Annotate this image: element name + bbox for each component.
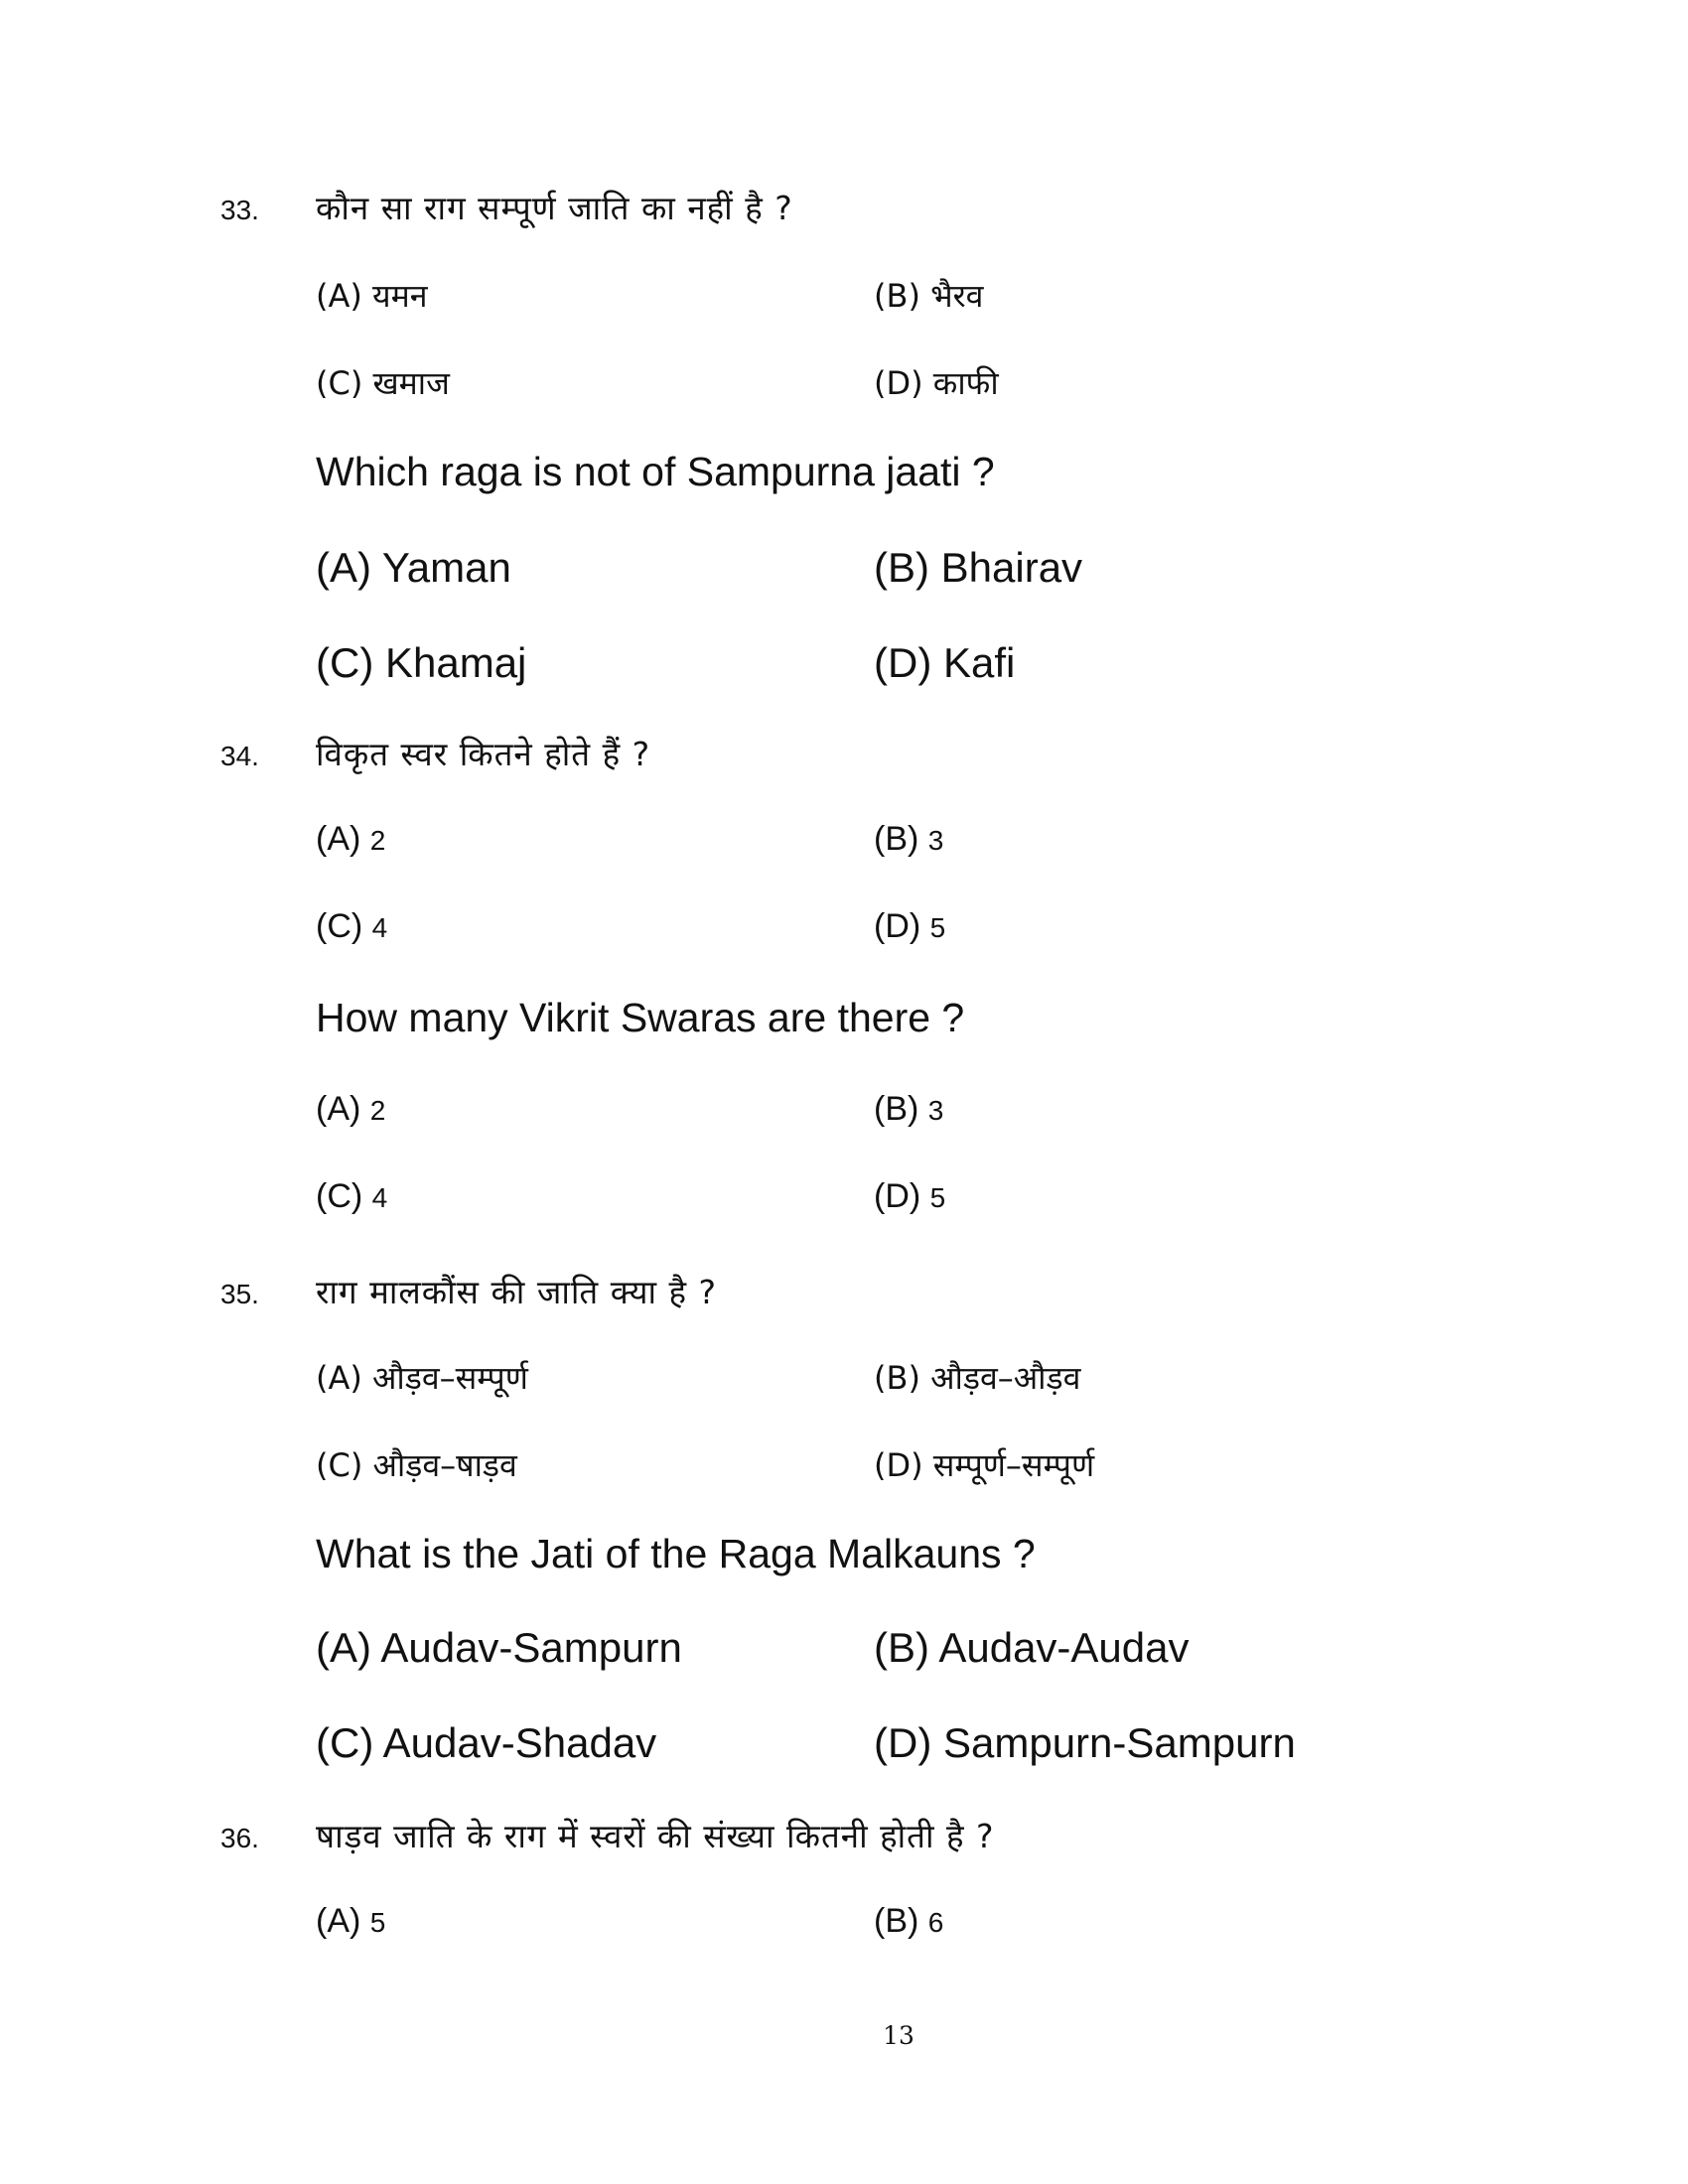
question-number: 35. bbox=[220, 1279, 259, 1309]
option-c-english: (C) Audav-Shadav bbox=[316, 1719, 657, 1766]
question-number: 33. bbox=[220, 195, 259, 225]
option-d-english: (D) Sampurn-Sampurn bbox=[874, 1719, 1296, 1766]
option-a-hindi bbox=[316, 820, 385, 859]
question-text-hindi: राग मालकौंस की जाति क्या है ? bbox=[316, 1273, 718, 1311]
option-letter: (D) bbox=[874, 1177, 921, 1215]
option-d-english bbox=[874, 1177, 945, 1216]
option-b-hindi bbox=[874, 1902, 943, 1941]
option-c-hindi: (C) खमाज bbox=[316, 364, 450, 402]
option-letter: (B) bbox=[874, 1090, 919, 1128]
option-d-hindi: (D) सम्पूर्ण–सम्पूर्ण bbox=[874, 1446, 1095, 1484]
option-a-hindi: (A) औड़व–सम्पूर्ण bbox=[316, 1359, 528, 1397]
option-letter: (B) bbox=[874, 820, 919, 858]
option-b-english: (B) Bhairav bbox=[874, 544, 1083, 591]
option-c-english bbox=[316, 1177, 387, 1216]
option-letter: (C) bbox=[316, 907, 363, 945]
option-value: 5 bbox=[929, 912, 946, 943]
option-b-hindi: (B) औड़व–औड़व bbox=[874, 1359, 1081, 1397]
question-text-english: Which raga is not of Sampurna jaati ? bbox=[316, 449, 995, 494]
option-letter: (A) bbox=[316, 820, 361, 858]
option-b-english: (B) Audav-Audav bbox=[874, 1624, 1190, 1671]
option-value: 4 bbox=[371, 912, 388, 943]
question-text-english: What is the Jati of the Raga Malkauns ? bbox=[316, 1531, 1036, 1576]
option-letter: (C) bbox=[316, 1177, 363, 1215]
option-letter: (B) bbox=[874, 1902, 919, 1940]
option-value: 5 bbox=[369, 1907, 386, 1938]
question-text-hindi: षाड़व जाति के राग में स्वरों की संख्या कितनी होती है ? bbox=[316, 1817, 995, 1855]
question-text-hindi: विकृत स्वर कितने होते हैं ? bbox=[316, 735, 651, 773]
option-a-english: (A) Audav-Sampurn bbox=[316, 1624, 682, 1671]
option-value: 4 bbox=[371, 1182, 388, 1213]
option-d-english: (D) Kafi bbox=[874, 639, 1016, 686]
option-letter: (A) bbox=[316, 1090, 361, 1128]
option-value: 6 bbox=[927, 1907, 944, 1938]
option-letter: (A) bbox=[316, 1902, 361, 1940]
question-number: 36. bbox=[220, 1823, 259, 1853]
question-text-hindi: कौन सा राग सम्पूर्ण जाति का नहीं है ? bbox=[316, 189, 793, 227]
option-a-hindi: (A) यमन bbox=[316, 277, 428, 315]
option-c-hindi bbox=[316, 907, 387, 946]
option-a-hindi bbox=[316, 1902, 385, 1941]
option-b-english bbox=[874, 1090, 943, 1129]
option-value: 2 bbox=[369, 1095, 386, 1126]
page-number: 13 bbox=[883, 2021, 914, 2050]
option-b-hindi bbox=[874, 820, 943, 859]
option-value: 2 bbox=[369, 825, 386, 856]
question-text-english: How many Vikrit Swaras are there ? bbox=[316, 995, 965, 1040]
option-c-hindi: (C) औड़व–षाड़व bbox=[316, 1446, 517, 1484]
option-a-english bbox=[316, 1090, 385, 1129]
option-a-english: (A) Yaman bbox=[316, 544, 511, 591]
question-number: 34. bbox=[220, 741, 259, 771]
option-d-hindi: (D) काफी bbox=[874, 364, 999, 402]
option-value: 3 bbox=[927, 1095, 944, 1126]
option-b-hindi: (B) भैरव bbox=[874, 277, 984, 315]
option-value: 5 bbox=[929, 1182, 946, 1213]
option-letter: (D) bbox=[874, 907, 921, 945]
option-c-english: (C) Khamaj bbox=[316, 639, 527, 686]
option-d-hindi bbox=[874, 907, 945, 946]
option-value: 3 bbox=[927, 825, 944, 856]
